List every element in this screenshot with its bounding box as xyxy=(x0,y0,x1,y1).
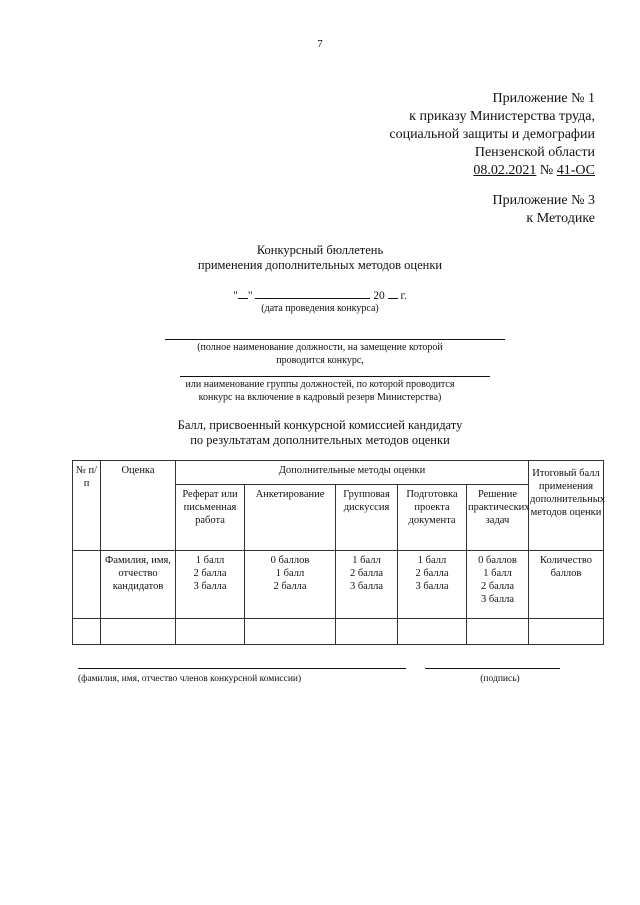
score-title-line1: Балл, присвоенный конкурсной комиссией кандидату xyxy=(177,418,463,432)
score-title-line2: по результатам дополнительных методов оценки xyxy=(190,433,450,447)
quote-close: " xyxy=(247,290,253,302)
year-prefix: 20 xyxy=(373,290,385,302)
annex-1-date-number xyxy=(389,162,595,180)
position-caption-line1: (полное наименование должности, на замещение которой xyxy=(197,342,443,353)
score-item: 1 балл xyxy=(417,555,447,566)
empty-cell xyxy=(336,619,398,645)
candidates-name-cell: Фамилия, имя, отчество кандидатов xyxy=(101,551,176,619)
quote-open: " xyxy=(233,290,238,302)
table-row xyxy=(73,619,604,645)
score-title xyxy=(0,418,640,448)
empty-cell xyxy=(176,619,245,645)
position-line-2 xyxy=(180,376,490,377)
position-line-1 xyxy=(165,339,505,340)
practical-scores-cell xyxy=(467,551,529,619)
score-item: 1 балл xyxy=(483,568,512,579)
score-item: 0 баллов xyxy=(270,555,310,566)
document-scores-cell xyxy=(398,551,467,619)
row-number-cell xyxy=(73,551,101,619)
empty-cell xyxy=(398,619,467,645)
header-total: Итоговый балл применения дополнительных методов оценки xyxy=(529,461,604,551)
score-item: 1 балл xyxy=(352,555,381,566)
annex-1-header xyxy=(389,90,595,180)
total-score-cell: Количество баллов xyxy=(529,551,604,619)
annex-1-line4: Пензенской области xyxy=(474,145,595,160)
score-item: 3 балла xyxy=(349,581,384,592)
table-row xyxy=(73,551,604,619)
date-caption: (дата проведения конкурса) xyxy=(261,303,379,314)
empty-cell xyxy=(467,619,529,645)
annex-3-header xyxy=(493,192,596,228)
signature-line xyxy=(425,668,560,669)
month-blank xyxy=(255,288,370,299)
score-item: 2 балла xyxy=(480,581,515,592)
position-caption-1 xyxy=(0,341,640,367)
empty-cell xyxy=(73,619,101,645)
header-number: № п/п xyxy=(73,461,101,551)
members-caption: (фамилия, имя, отчество членов конкурсной комиссии) xyxy=(78,674,302,684)
contest-date-line xyxy=(0,288,640,302)
scores-table xyxy=(72,460,604,645)
annex-3-line1: Приложение № 3 xyxy=(492,193,595,208)
header-evaluation: Оценка xyxy=(101,461,176,551)
year-suffix: г. xyxy=(400,290,407,302)
score-item: 1 балл xyxy=(275,568,305,579)
score-item: 0 баллов xyxy=(478,555,517,566)
signature-caption: (подпись) xyxy=(480,674,520,684)
header-method-group-discussion: Групповая дискуссия xyxy=(336,485,398,551)
page-number: 7 xyxy=(317,38,323,50)
order-number: 41-ОС xyxy=(556,163,595,178)
header-method-essay: Реферат или письменная работа xyxy=(176,485,245,551)
score-item: 2 балла xyxy=(273,581,307,592)
header-methods: Дополнительные методы оценки xyxy=(176,461,529,485)
bulletin-title-line1: Конкурсный бюллетень xyxy=(256,243,384,257)
essay-scores-cell xyxy=(176,551,245,619)
annex-1-line2: к приказу Министерства труда, xyxy=(409,109,595,124)
annex-1-line1: Приложение № 1 xyxy=(492,91,595,106)
bulletin-title-line2: применения дополнительных методов оценки xyxy=(197,258,443,272)
score-item: 2 балла xyxy=(193,568,227,579)
score-item: 1 балл xyxy=(195,555,225,566)
score-item: 3 балла xyxy=(415,581,449,592)
position-caption-line2: проводится конкурс, xyxy=(276,355,364,366)
order-date: 08.02.2021 xyxy=(473,163,537,178)
annex-3-line2: к Методике xyxy=(526,211,595,226)
score-item: 2 балла xyxy=(415,568,449,579)
position-caption-2 xyxy=(0,378,640,404)
score-item: 2 балла xyxy=(349,568,384,579)
position-caption-line3: или наименование группы должностей, по которой проводится xyxy=(185,379,455,390)
header-method-practical-tasks: Решение практических задач xyxy=(467,485,529,551)
score-item: 3 балла xyxy=(193,581,227,592)
empty-cell xyxy=(101,619,176,645)
survey-scores-cell xyxy=(245,551,336,619)
annex-1-line3: социальной защиты и демографии xyxy=(389,127,595,142)
order-number-prefix: № xyxy=(539,163,554,178)
score-item: 3 балла xyxy=(480,594,515,605)
day-blank xyxy=(238,288,248,299)
header-method-document-draft: Подготовка проекта документа xyxy=(398,485,467,551)
bulletin-title xyxy=(0,243,640,273)
discussion-scores-cell xyxy=(336,551,398,619)
empty-cell xyxy=(245,619,336,645)
header-method-survey: Анкетирование xyxy=(245,485,336,551)
members-signature-line xyxy=(78,668,406,669)
year-blank xyxy=(388,288,398,299)
empty-cell xyxy=(529,619,604,645)
position-caption-line4: конкурс на включение в кадровый резерв Министерства) xyxy=(198,392,442,403)
